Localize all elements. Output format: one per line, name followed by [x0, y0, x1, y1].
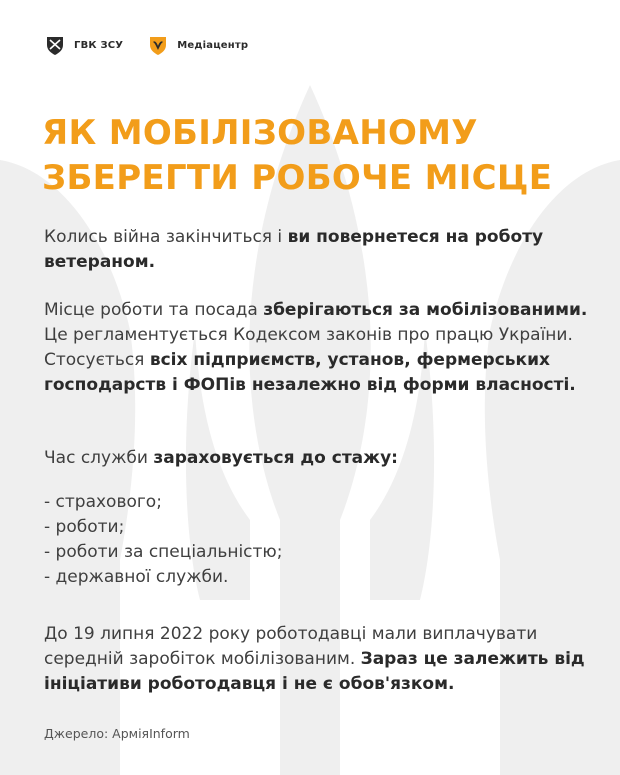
list-item: - роботи;	[44, 517, 125, 537]
p3-bold: зараховується до стажу:	[153, 448, 398, 468]
p2-bold-2: всіх підприємств, установ, фермерських господарств і ФОПів незалежно від форми власності.	[44, 350, 576, 395]
paragraph-salary	[44, 622, 589, 697]
seniority-list	[44, 490, 589, 590]
p2-bold-1: зберігаються за мобілізованими.	[263, 300, 588, 320]
p3-text: Час служби	[44, 448, 154, 468]
p2-text-1: Місце роботи та посада	[44, 300, 264, 320]
eagle-emblem-icon	[147, 34, 169, 56]
list-item: - роботи за спеціальністю;	[44, 542, 283, 562]
list-item: - страхового;	[44, 492, 162, 512]
p4-bold: Зараз це залежить від ініціативи роботодавця і не є обов'язком.	[44, 649, 585, 694]
p4-text: До 19 липня 2022 року роботодавці мали виплачувати середній заробіток мобілізованим.	[44, 624, 538, 669]
title-line-2: ЗБЕРЕГТИ РОБОЧЕ МІСЦЕ	[42, 158, 553, 198]
paragraph-workplace-kept	[44, 298, 589, 398]
media-label: Медіацентр	[177, 39, 249, 51]
header	[44, 34, 272, 56]
paragraph-service-time	[44, 446, 589, 471]
p1-text: Колись війна закінчиться і	[44, 227, 288, 247]
org-logo-group	[44, 34, 123, 56]
source-credit: Джерело: АрміяInform	[44, 726, 190, 741]
p1-bold: ви повернетеся на роботу ветераном.	[44, 227, 544, 272]
page-title	[42, 111, 602, 201]
list-item: - державної служби.	[44, 567, 229, 587]
paragraph-return-veteran	[44, 225, 589, 275]
title-line-1: ЯК МОБІЛІЗОВАНОМУ	[42, 113, 478, 153]
media-logo-group	[147, 34, 248, 56]
org-label: ГВК ЗСУ	[74, 39, 124, 51]
shield-sword-icon	[44, 34, 66, 56]
p2-text-2: Це регламентується Кодексом законів про працю України. Стосується	[44, 325, 573, 370]
